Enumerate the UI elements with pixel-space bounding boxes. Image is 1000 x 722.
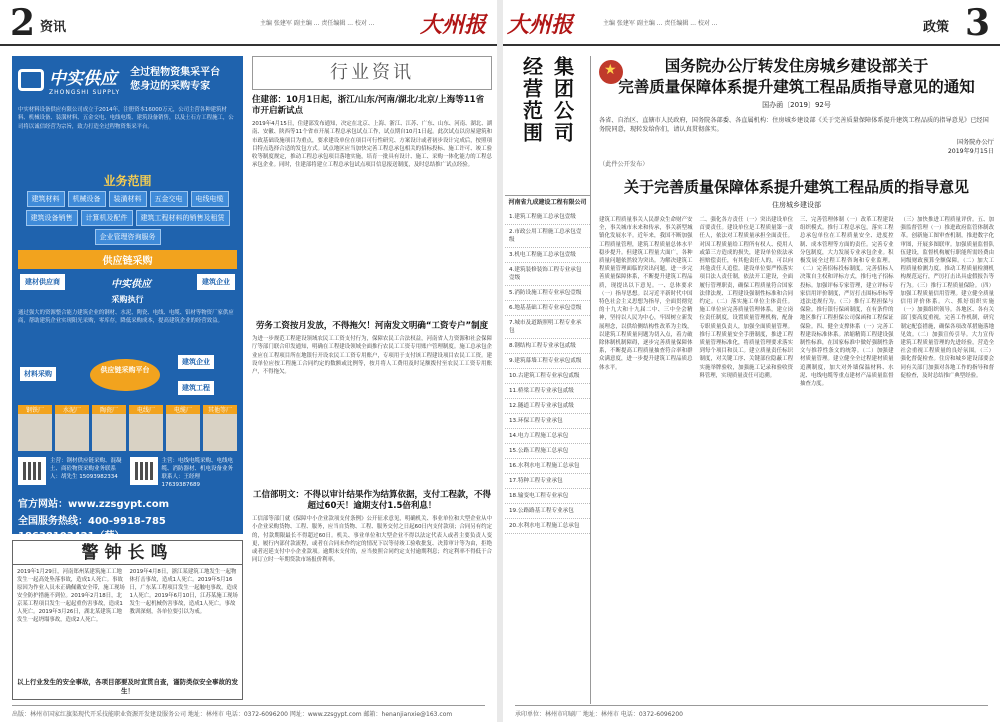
product-label: 其他等厂 xyxy=(203,405,237,414)
page-number: 2 xyxy=(10,2,36,44)
product-label: 电缆厂 xyxy=(166,405,200,414)
hub-node: 建筑企业 xyxy=(178,355,214,369)
scope-item: 7.城市及道路照明工程专业承包 xyxy=(505,316,590,339)
hub-node: 材料采购 xyxy=(20,367,56,381)
left-page-header xyxy=(0,0,497,46)
qr-code-icon xyxy=(18,457,46,485)
scope-chip: 建筑设备销售 xyxy=(26,210,78,226)
scope-item: 3.机电工程施工总承包壹级 xyxy=(505,248,590,263)
notice-signature xyxy=(599,138,994,156)
article-title: 工信部明文：不得以审计结果作为结算依据，支付工程款，不得超过60天！逾期支付1.5倍利息！ xyxy=(252,490,491,511)
scope-item: 4.建筑装修装饰工程专业承包壹级 xyxy=(505,263,590,286)
document-number: 国办函〔2019〕92号 xyxy=(762,101,831,109)
scope-chip: 装潢材料 xyxy=(109,191,147,207)
product-image xyxy=(92,405,126,451)
notice-title-line-2: 完善质量保障体系提升建筑工程品质指导意见的通知 xyxy=(618,78,975,96)
editor-meta: 主编 张建军 副主编 ... 责任编辑 ... 校对 ... xyxy=(260,20,375,27)
opinion-columns xyxy=(599,216,994,661)
chain-enterprise: 建筑企业 xyxy=(197,274,235,290)
opinion-title: 关于完善质量保障体系提升建筑工程品质的指导意见 xyxy=(623,178,969,196)
section-name: 政策 xyxy=(923,20,950,35)
scope-item: 18.输变电工程专业承包 xyxy=(505,489,590,504)
ad-website: 官方网站：www.zzsgypt.com xyxy=(18,499,170,510)
editor-meta: 主编 张建军 副主编 ... 责任编辑 ... 校对 ... xyxy=(603,20,718,27)
state-council-notice xyxy=(599,56,994,661)
notice-title xyxy=(599,56,994,98)
opinion-column xyxy=(599,216,693,661)
product-label: 电线厂 xyxy=(129,405,163,414)
scope-chip: 企业管理咨询服务 xyxy=(95,229,161,245)
scope-item: 12.隧道工程专业承包贰级 xyxy=(505,399,590,414)
warning-column: 2019年1月29日，河南郑州某建筑施工工地发生一起高处坠落事故，造成1人死亡。事故原因为作业人员未正确佩戴安全带，施工现场安全防护措施不到位。2019年2月18日，北京某工程项目发生一起起重伤害事故，造成1人死亡。2019年3月26日，湖北某建筑工地发生一起坍塌事故，造成2人死亡。 xyxy=(17,569,125,623)
notice-body: 各省、自治区、直辖市人民政府，国务院各部委、各直属机构：住房城乡建设部《关于完善质量保障体系提升建筑工程品质的指导意见》已经国务院同意，现转发给你们，请认真贯彻落实。 xyxy=(599,117,989,133)
article-title: 住建部：10月1日起，浙江/山东/河南/湖北/北京/上海等11省市开启新试点 xyxy=(252,95,485,116)
ad-intro-2: 通过强大的资源整合能力建筑企业的钢材、水泥、陶瓷、电线、电缆、铝材等物资厂家供应商，帮助建筑企业实现阳光采购，零库存，降低采购成本，提高建筑企业的经营效益。 xyxy=(18,310,234,325)
scope-title xyxy=(505,56,590,196)
scope-item: 9.建筑幕墙工程专业承包贰级 xyxy=(505,354,590,369)
product-image xyxy=(55,405,89,451)
publication-note: （此件公开发布） xyxy=(599,161,649,168)
column-text: （三）加快推进工程质量评价。五、加强监督管理（一）推进政府监管体制改革。创新施工图审查机制，推进数字化审图，开展多图联审。加强质量监督队伍建设，监督机构履行职能所需经费由同级财政预算全额保障。（二）加大工程质量检测力度。推动工程质量检测机构规范运行，严厉打击出具虚假报告等行为。（三）推行工程质量保险。（四）加强工程质量信用管理。建立健全质量信用评价体系。六、抓好组织实施（一）加强组织领导。各地区、各有关部门要高度重视，完善工作机制，研究制定配套措施，确保各项改革措施落地见效。（二）加强宣传引导。大力宣传建筑工程质量管理的先进经验，营造全社会重视工程质量的良好氛围。（三）强化督促检查。住房和城乡建设部要会同有关部门加强对各地工作的指导和督促检查，及时总结推广典型经验。 xyxy=(900,217,994,379)
product-image xyxy=(166,405,200,451)
scope-chips xyxy=(12,191,243,245)
scope-item: 17.特种工程专业承包 xyxy=(505,474,590,489)
left-page-footer: 出版：林州市国家红旗渠现代开采技能职业资源开发建设服务公司 地址：林州市 电话：0372-6096200 网址：www.zzsgypt.com 邮箱：henanjianxie@163.com xyxy=(12,705,485,718)
scope-chip: 计算机及配件 xyxy=(81,210,133,226)
scope-item: 10.古建筑工程专业承包贰级 xyxy=(505,369,590,384)
scope-item: 8.钢结构工程专业承包贰级 xyxy=(505,339,590,354)
product-label: 陶瓷厂 xyxy=(92,405,126,414)
scope-title-col: 经营范围 xyxy=(519,56,544,144)
page-number: 3 xyxy=(965,2,991,44)
slogan-line-1: 全过程物资集采平台 xyxy=(130,67,221,78)
opinion-column xyxy=(901,216,995,661)
hub-center: 供应链采购平台 xyxy=(90,359,160,391)
left-page xyxy=(0,0,497,722)
procurement-hub-diagram xyxy=(18,351,237,401)
article-title: 劳务工资按月发放，不得拖欠！河南发文明确“工资专户”制度 xyxy=(255,321,489,331)
notice-title-line-1: 国务院办公厅转发住房城乡建设部关于 xyxy=(664,57,929,75)
opinion-column xyxy=(800,216,894,661)
product-image xyxy=(203,405,237,451)
right-page xyxy=(503,0,1000,722)
chain-supplier: 建材供应商 xyxy=(20,274,65,290)
ad-hotline: 全国服务热线：400-9918-785 18638103421（薛） xyxy=(18,516,166,542)
warning-body xyxy=(13,565,242,677)
right-page-header xyxy=(503,0,1000,46)
opinion-author: 住房城乡建设部 xyxy=(772,201,821,209)
brand-block xyxy=(49,64,120,96)
opinion-column xyxy=(700,216,794,661)
scope-chip: 建筑材料 xyxy=(27,191,65,207)
column-text: 二、强化各方责任（一）突出建设单位首要责任。建设单位是工程质量第一责任人，依法对工程质量承担全面责任。对因工程质量给工程所有权人、使用人或第三方造成的损失，建设单位依法承担赔偿责任，有其他责任人的，可以向其他责任人追偿。建设单位要严格落实项目法人责任制，依法开工建设，全面履行管理职责，确保工程质量符合国家法律法规、工程建设强制性标准和合同约定。（二）落实施工单位主体责任。施工单位应完善质量管理体系，建立岗位责任制度，设置质量管理机构，配备专职质量负责人，加强全面质量管理。推行工程质量安全手册制度，推进工程质量管理标准化，将质量管理要求落实到每个项目和员工。建立质量责任标识制度，对关键工序、关键部位隐蔽工程实施举牌验收，加强施工记录和验收资料管理，实现质量责任可追溯。 xyxy=(699,217,793,379)
scope-item: 6.地基基础工程专业承包壹级 xyxy=(505,301,590,316)
scope-item: 20.水利水电工程施工总承包 xyxy=(505,519,590,534)
supply-advertisement xyxy=(12,56,243,542)
product-label: 水泥厂 xyxy=(55,405,89,414)
business-scope-column xyxy=(505,56,591,704)
ad-slogan xyxy=(130,66,220,94)
slogan-line-2: 您身边的采购专家 xyxy=(130,81,211,92)
ad-header xyxy=(12,56,243,104)
article-body: 为进一步规范工程建设领域农民工工资支付行为，保障农民工合法权益，河南省人力资源和社会保障厅等部门联合印发通知，明确在工程建设领域全面推行农民工工资专用账户管理制度。施工总承包企业应在工程项目所在地银行开设农民工工资专用账户，专项用于支付该工程建设项目农民工工资。建设单位应按工程施工合同约定的数额或比例等，按月将人工费用及时足额拨付至农民工工资专用账户，不得拖欠。 xyxy=(252,336,492,376)
section-name: 资讯 xyxy=(40,20,67,35)
product-image xyxy=(129,405,163,451)
product-label: 钢铁厂 xyxy=(18,405,52,414)
national-emblem-icon xyxy=(599,60,623,84)
contact-text: 主营：电线电缆采购、电线电缆、消防器材、机电设备业务联系人：王经理 17639387689 xyxy=(161,458,234,488)
qr-code-icon xyxy=(130,457,158,485)
warning-title: 警钟长鸣 xyxy=(13,541,242,565)
scope-title-col: 集团公司 xyxy=(550,56,575,144)
scope-list xyxy=(505,210,590,534)
industry-news-column xyxy=(252,56,492,706)
process-label: 采购执行 xyxy=(111,295,144,304)
column-text: 建筑工程质量事关人民群众生命财产安全，事关城市未来和传承，事关新型城镇化发展水平。近年来，我国不断加强工程质量管理，建筑工程质量总体水平稳步提升。但建筑工程量大面广，各种质量问题依然较为突出。为解决建筑工程质量管理面临的突出问题，进一步完善质量保障体系，不断提升建筑工程品质，现提出以下意见。一、总体要求（一）指导思想。以习近平新时代中国特色社会主义思想为指导，全面贯彻党的十九大和十九届二中、三中全会精神，坚持以人民为中心，牢固树立新发展理念，以供给侧结构性改革为主线，以建筑工程质量问题为切入点，着力破除体制机制障碍，逐步完善质量保障体系，不断提高工程质量抽查符合率和群众满意度，进一步提升建筑工程品质总体水平。 xyxy=(599,217,693,371)
scope-chip: 五金交电 xyxy=(150,191,188,207)
ad-intro: 中实材料设备供应有限公司成立于2014年，注册资本16000万元，公司主营各种建筑材料、机械设备、装潢材料、五金交电、电线电缆、建筑设备销售，以及土石方工程施工，公司将以诚信经营为宗旨，致力打造全过程物资集采平台。 xyxy=(18,107,234,130)
contact-text: 主营：钢材供应链采购、混凝土、商砼物资采购业务联系人：胡先生 15093982334 xyxy=(50,458,122,480)
right-page-footer: 承印单位：林州市印刷厂 地址：林州市 电话：0372-6096200 xyxy=(515,705,988,718)
warning-footer: 以上行业发生的安全事故，各项目部要及时宣贯自查，谨防类似安全事故的发生！ xyxy=(17,678,238,695)
industry-news-header: 行业资讯 xyxy=(252,56,492,90)
scope-item: 13.环保工程专业承包 xyxy=(505,414,590,429)
scope-company: 河南省九成建设工程有限公司 xyxy=(508,199,587,206)
product-image xyxy=(18,405,52,451)
supply-chain-flow xyxy=(12,272,243,292)
chain-platform: 中实供应 xyxy=(111,278,151,290)
scope-item: 2.市政公用工程施工总承包壹级 xyxy=(505,225,590,248)
scope-item: 11.桥梁工程专业承包贰级 xyxy=(505,384,590,399)
scope-item: 19.公路路基工程专业承包 xyxy=(505,504,590,519)
scope-chip: 电线电缆 xyxy=(191,191,229,207)
scope-item: 5.消防设施工程专业承包壹级 xyxy=(505,286,590,301)
signature-org: 国务院办公厅 xyxy=(956,139,994,146)
hub-node: 建筑工程 xyxy=(178,381,214,395)
scope-item: 15.公路工程施工总承包 xyxy=(505,444,590,459)
article-body: 工信部等部门就《保障中小企业款项支付条例》公开征求意见，明确机关、事业单位和大型企业从中小企业采购货物、工程、服务，应当自货物、工程、服务交付之日起60日内支付款项；合同另有约定的，付款期限最长不得超过60日。机关、事业单位和大型企业不得以法定代表人或者主要负责人变更，履行内部付款流程，或者在合同未作约定的情况下以等待竣工验收批复、决算审计等为由，拒绝或者迟延支付中小企业款项。逾期未支付的，应当按照合同约定支付逾期利息；约定利率不得低于合同订立时一年期贷款市场报价利率。 xyxy=(252,516,492,564)
signature-date: 2019年9月15日 xyxy=(947,148,994,155)
brand-name: 中实供应 xyxy=(49,69,117,89)
contact-qr-row xyxy=(12,453,243,493)
supply-chain-bar: 供应链采购 xyxy=(18,250,237,269)
scope-chip: 建筑工程材料的销售及租赁 xyxy=(136,210,230,226)
notice-header xyxy=(599,56,994,98)
warning-column: 2019年4月8日，浙江某建筑工地发生一起物体打击事故，造成1人死亡。2019年5月16日，广东某工程项目发生一起触电事故，造成1人死亡。2019年6月10日，江苏某施工现场发生一起机械伤害事故，造成1人死亡。事故教训深刻，各单位要引以为戒。 xyxy=(129,569,238,615)
scope-item: 16.水利水电工程施工总承包 xyxy=(505,459,590,474)
brand-logo-icon xyxy=(18,69,44,91)
product-images xyxy=(12,403,243,453)
masthead-logo: 大州报 xyxy=(420,12,487,38)
masthead-logo: 大州报 xyxy=(507,12,574,38)
scope-item: 14.电力工程施工总承包 xyxy=(505,429,590,444)
brand-name-en: ZHONGSHI SUPPLY xyxy=(49,89,121,96)
column-text: 三、完善管理体制（一）改革工程建设组织模式。推行工程总承包，落实工程总承包单位在工程质量安全、进度控制、成本管理等方面的责任。完善专业分包制度，大力发展专业承包企业。积极发展全过程工程咨询和专业监理。（二）完善招标投标制度。完善招标人决策自主权和评标方式，推行电子招标投标。加强评标专家管理，建立评标专家信用评价制度，严厉打击围标串标等违法违规行为。（三）推行工程担保与保险。推行银行保函制度，在有条件的地区推行工程担保公司保函和工程保证保险。四、健全支撑体系（一）完善工程建设标准体系。浓缩精简工程建设强制性标准，在国家标准中做好强制性条文与推荐性条文的统筹。（二）加强建材质量管理。建立健全全过程建材质量追溯制度，加大对外墙保温材料、水泥、电线电缆等重点建材产品质量监督抽查力度。 xyxy=(800,217,894,388)
scope-item: 1.建筑工程施工总承包壹级 xyxy=(505,210,590,225)
scope-chip: 机械设备 xyxy=(68,191,106,207)
warning-box xyxy=(12,540,243,700)
article-body: 2019年4月15日，住建部发布通知，决定在北京、上海、浙江、江苏、广东、山东、河南、湖北、湖南、安徽、陕西等11个省市开展工程总承包试点工作，试点期自10月1日起。此次试点以房屋建筑和市政基础设施项目为重点，要求建设单位在项目可行性研究、方案设计或者初步设计完成后，按照项目特点选择合适的发包方式。试点地区应当加快完善工程总承包相关的招标投标、施工许可、竣工验收等制度规定，推动工程总承包项目落地实施，培育一批具有设计、施工、采购一体化能力的工程总承包企业。同时，住建部将建立工程总承包试点项目信息报送制度，及时总结推广试点经验。 xyxy=(252,121,492,169)
scope-heading: 业务范围 xyxy=(103,174,152,188)
